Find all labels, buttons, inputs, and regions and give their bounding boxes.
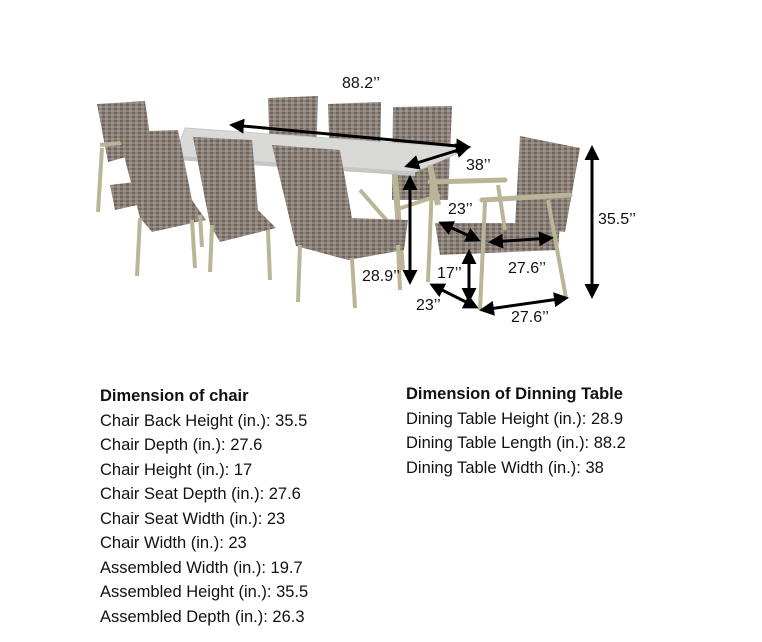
chair-seat-height-label: 17’’ xyxy=(437,265,462,282)
chair-seat-depth-label: 27.6’’ xyxy=(508,260,546,277)
table-dimensions-heading: Dimension of Dinning Table xyxy=(406,385,623,403)
table-dimensions-section xyxy=(406,382,626,480)
spec-row: Chair Height (in.): 17 xyxy=(100,460,253,479)
spec-row: Chair Depth (in.): 27.6 xyxy=(100,436,263,454)
spec-row: Chair Width (in.): 23 xyxy=(100,534,247,552)
spec-row: Chair Back Height (in.): 35.5 xyxy=(100,411,308,430)
right-armchair xyxy=(428,136,580,310)
spec-row: Dining Table Width (in.): 38 xyxy=(406,458,604,477)
spec-row: Assembled Width (in.): 19.7 xyxy=(100,558,303,577)
spec-row: Dining Table Length (in.): 88.2 xyxy=(406,434,626,452)
table-width-label: 38’’ xyxy=(466,157,491,174)
spec-row: Assembled Depth (in.): 26.3 xyxy=(100,607,305,626)
chair-seat-width-label: 23’’ xyxy=(448,201,473,218)
spec-row: Chair Seat Depth (in.): 27.6 xyxy=(100,485,301,503)
chair-dimensions-heading: Dimension of chair xyxy=(100,387,249,405)
chair-back-height-label: 35.5’’ xyxy=(598,211,636,228)
table-length-label: 88.2’’ xyxy=(342,75,380,92)
spec-row: Assembled Height (in.): 35.5 xyxy=(100,583,309,601)
spec-row: Dining Table Height (in.): 28.9 xyxy=(406,409,624,428)
chair-dimensions-section xyxy=(100,384,308,629)
chair-depth-label: 27.6’’ xyxy=(511,309,549,326)
table-height-label: 28.9’’ xyxy=(362,268,400,285)
chair-width-label: 23’’ xyxy=(416,297,441,314)
spec-row: Chair Seat Width (in.): 23 xyxy=(100,509,286,528)
